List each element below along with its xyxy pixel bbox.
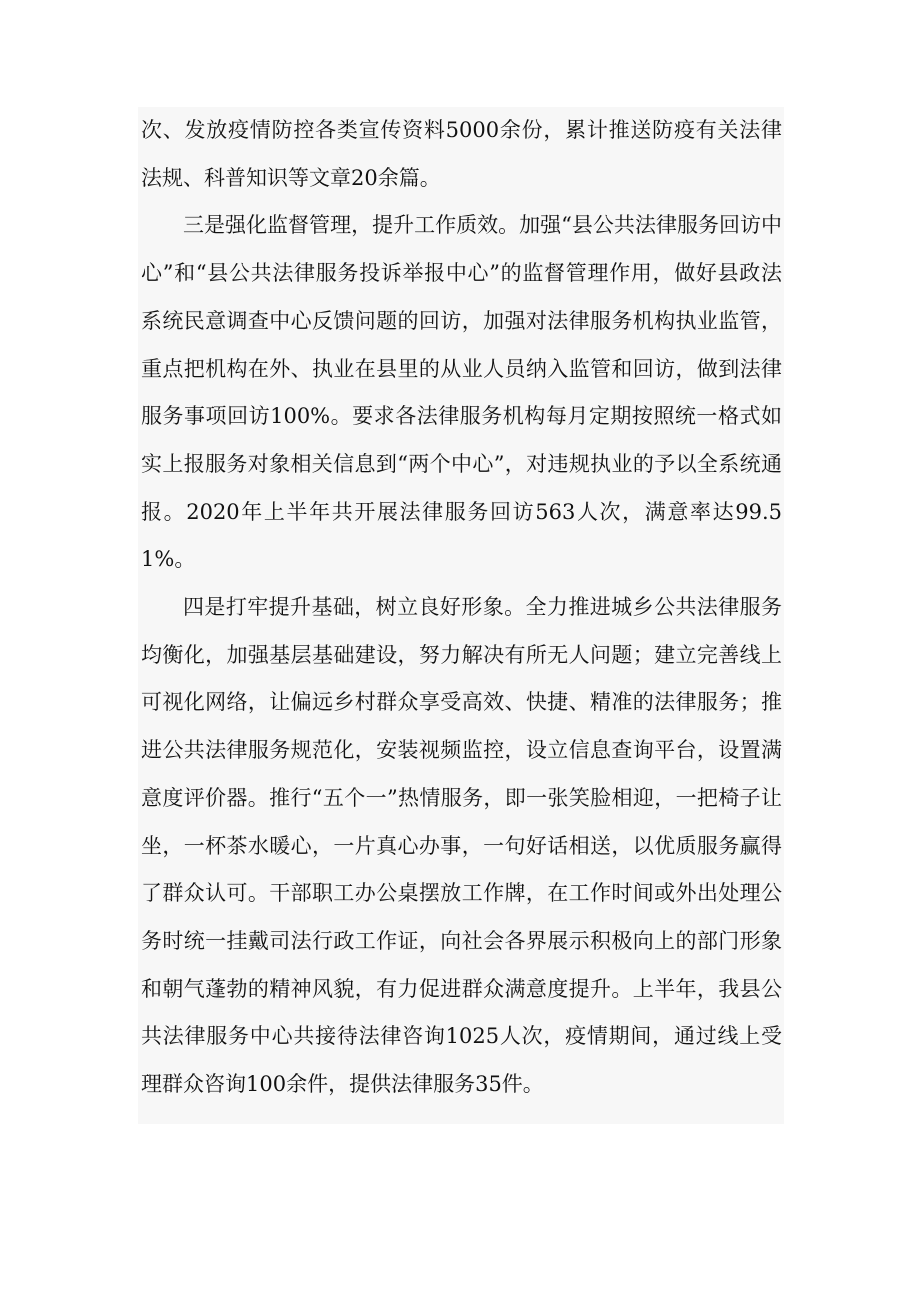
document-page [138,107,784,1124]
paragraph-supervision: 三是强化监督管理，提升工作质效。加强“县公共法律服务回访中心”和“县公共法律服务投诉举报中心”的监督管理作用，做好县政法系统民意调查中心反馈问题的回访，加强对法律服务机构执业监管，重点把机构在外、执业在县里的从业人员纳入监管和回访，做到法律服务事项回访100%。要求各法律服务机构每月定期按照统一格式如实上报服务对象相关信息到“两个中心”，对违规执业的予以全系统通报。2020年上半年共开展法律服务回访563人次，满意率达99.51%。 [141,213,782,572]
paragraph-continuation: 次、发放疫情防控各类宣传资料5000余份，累计推送防疫有关法律法规、科普知识等文章20余篇。 [141,118,782,190]
paragraph-foundation: 四是打牢提升基础，树立良好形象。全力推进城乡公共法律服务均衡化，加强基层基础建设，努力解决有所无人问题；建立完善线上可视化网络，让偏远乡村群众享受高效、快捷、精准的法律服务；推进公共法律服务规范化，安装视频监控，设立信息查询平台，设置满意度评价器。推行“五个一”热情服务，即一张笑脸相迎，一把椅子让坐，一杯茶水暖心，一片真心办事，一句好话相送，以优质服务赢得了群众认可。干部职工办公桌摆放工作牌，在工作时间或外出处理公务时统一挂戴司法行政工作证，向社会各界展示积极向上的部门形象和朝气蓬勃的精神风貌，有力促进群众满意度提升。上半年，我县公共法律服务中心共接待法律咨询1025人次，疫情期间，通过线上受理群众咨询100余件，提供法律服务35件。 [141,595,782,1097]
